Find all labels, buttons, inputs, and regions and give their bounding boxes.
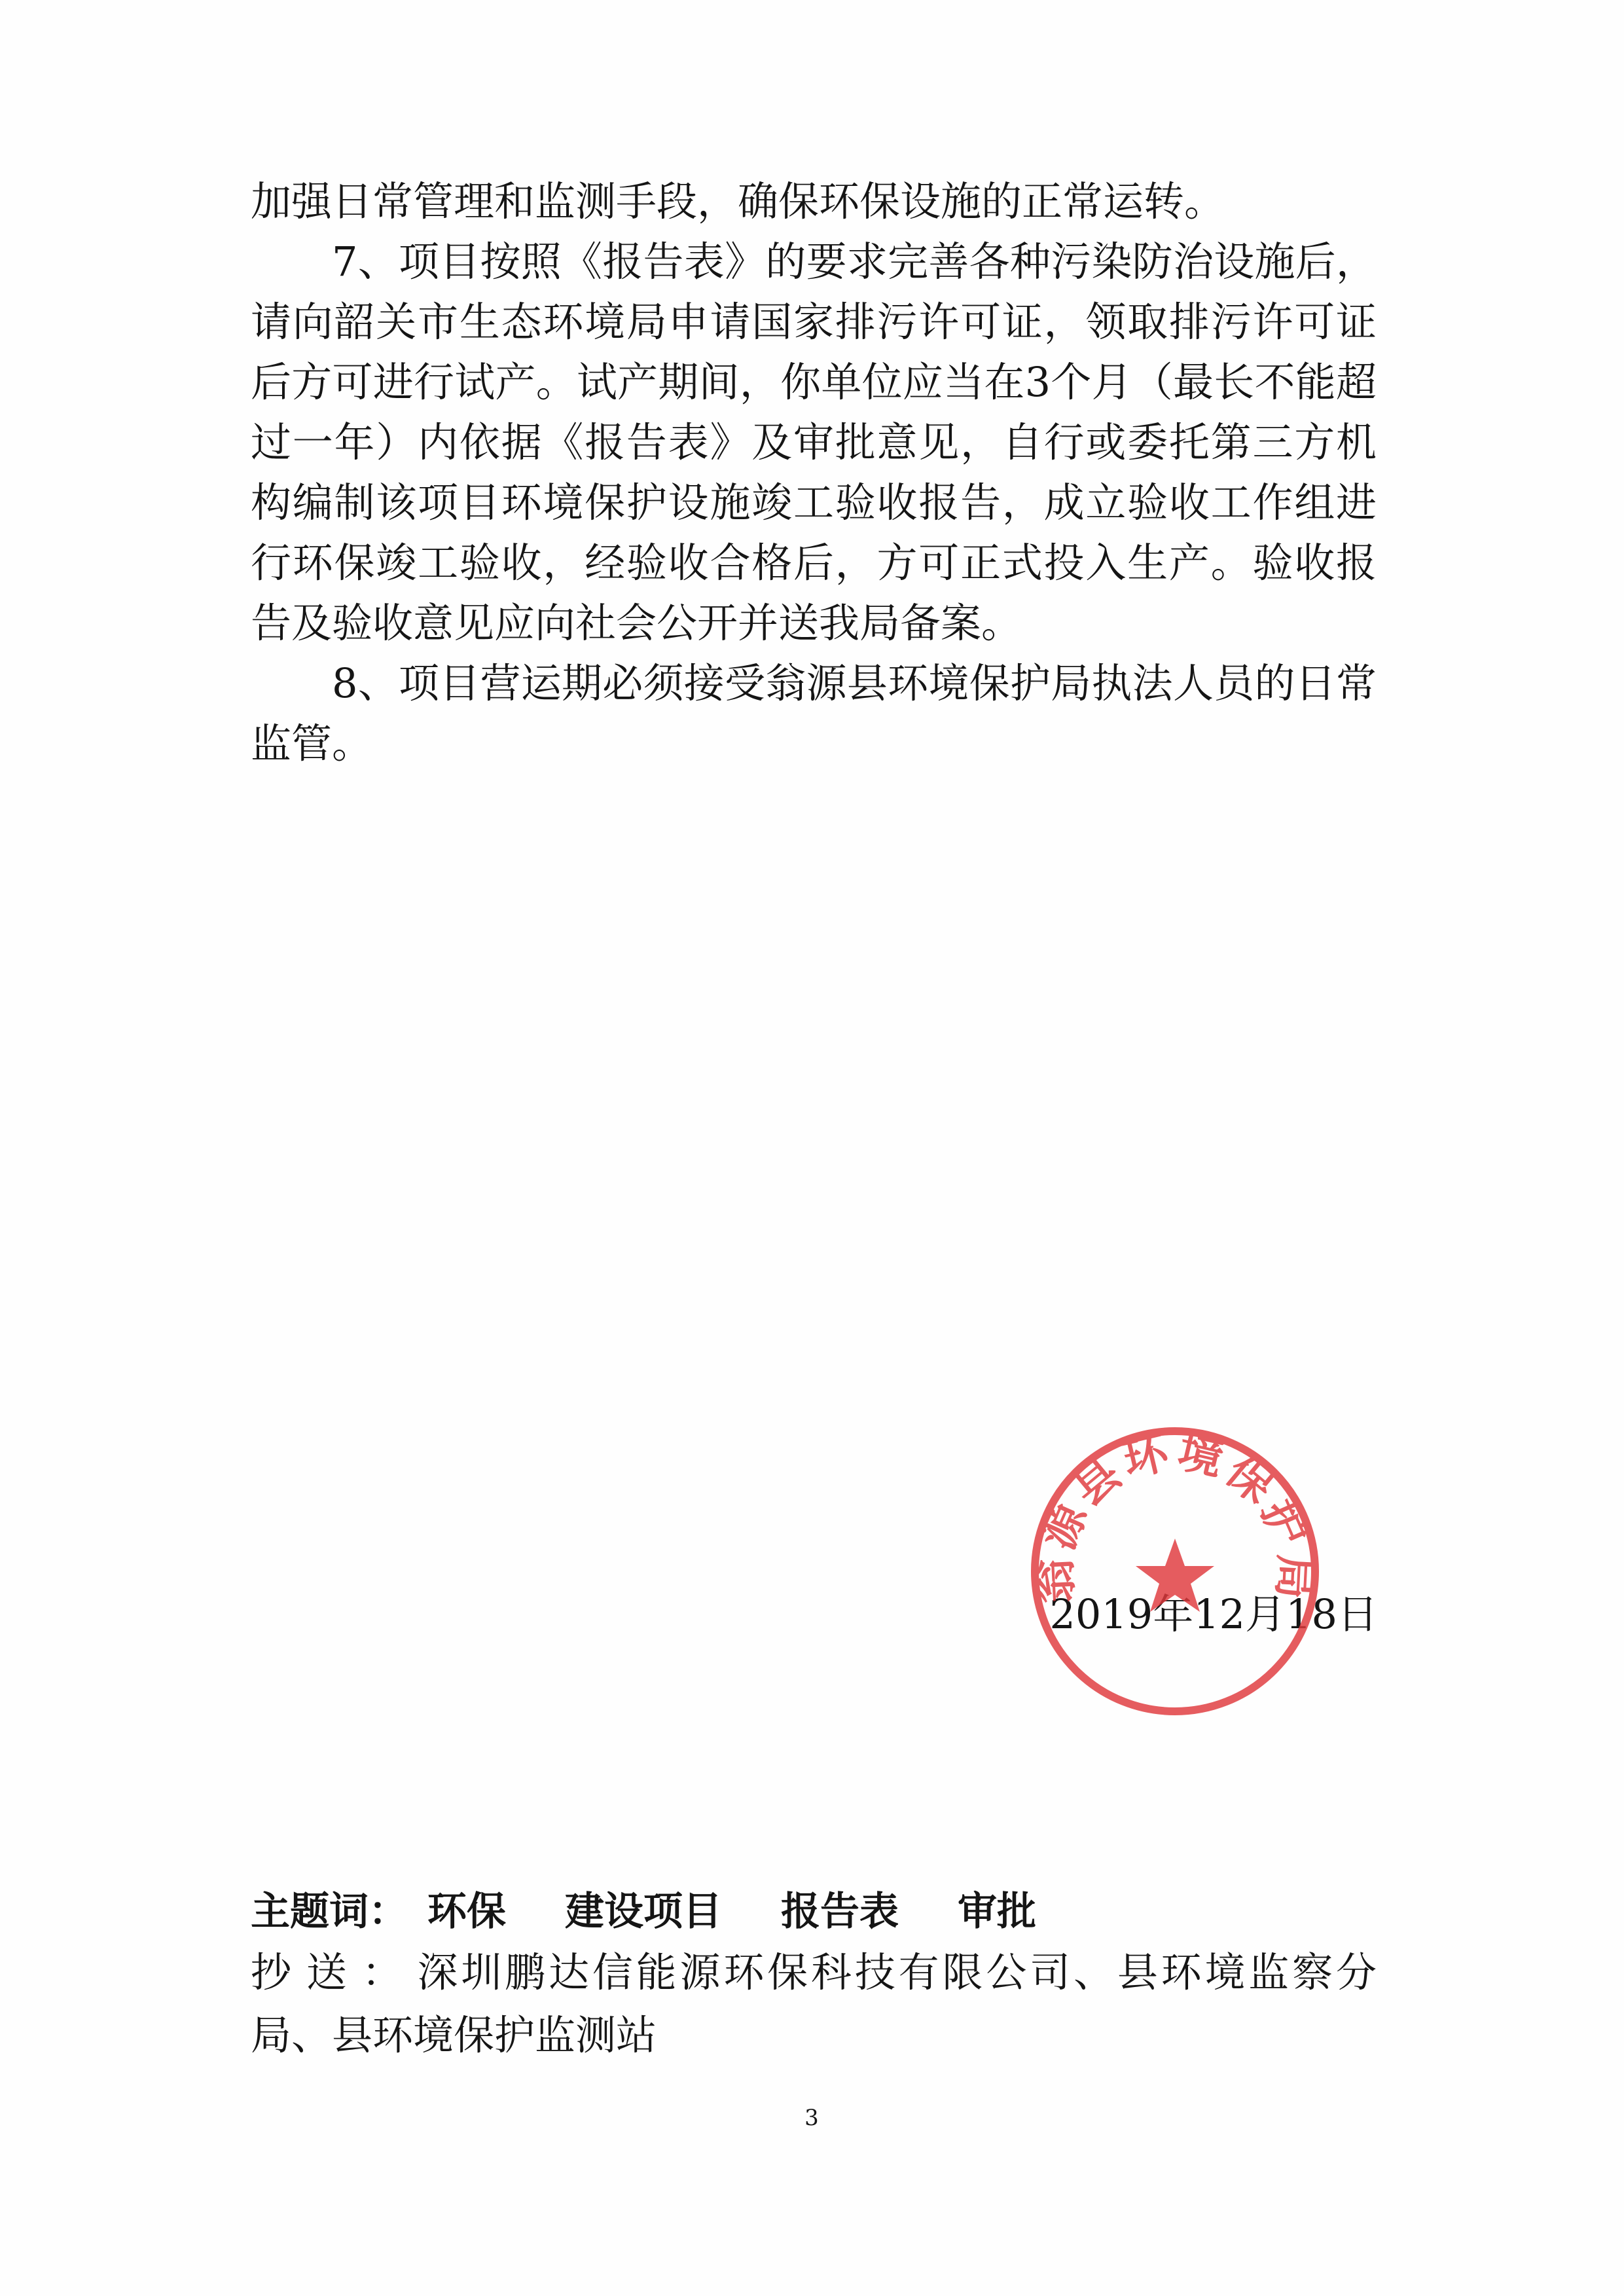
official-seal bbox=[1024, 1421, 1326, 1722]
seal-star bbox=[1136, 1539, 1214, 1612]
carbon-copy bbox=[251, 1941, 1377, 2067]
page-number: 3 bbox=[804, 2105, 819, 2131]
paragraph-continuation: 加强日常管理和监测手段，确保环保设施的正常运转。 bbox=[251, 177, 1225, 225]
cc-label: 抄送： bbox=[251, 1948, 418, 1996]
cc-recipients: 深圳鹏达信能源环保科技有限公司、县环境监察分局、县环境保护监测站 bbox=[251, 1948, 1377, 2059]
body-text bbox=[251, 172, 1377, 774]
keywords-label: 主题词： bbox=[251, 1889, 408, 1935]
keyword-item: 建设项目 bbox=[565, 1889, 722, 1935]
keywords-line bbox=[251, 1882, 1377, 1941]
paragraph-item-8: 8、项目营运期必须接受翁源县环境保护局执法人员的日常监管。 bbox=[251, 659, 1377, 767]
paragraph-item-7: 7、项目按照《报告表》的要求完善各种污染防治设施后，请向韶关市生态环境局申请国家排污许可证，领取排污许可证后方可进行试产。试产期间，你单位应当在3个月（最长不能超过一年）内依据《报告表》及审批意见，自行或委托第三方机构编制该项目环境保护设施竣工验收报告，成立验收工作组进行环保竣工验收，经验收合格后，方可正式投入生产。验收报告及验收意见应向社会公开并送我局备案。 bbox=[251, 238, 1377, 647]
keyword-item: 审批 bbox=[958, 1889, 1036, 1935]
keyword-item: 环保 bbox=[427, 1889, 506, 1935]
keyword-item: 报告表 bbox=[781, 1889, 899, 1935]
svg-text:翁源县环境保护局: 翁源县环境保护局 bbox=[1028, 1425, 1322, 1605]
issue-date: 2019年12月18日 bbox=[1049, 1590, 1378, 1638]
